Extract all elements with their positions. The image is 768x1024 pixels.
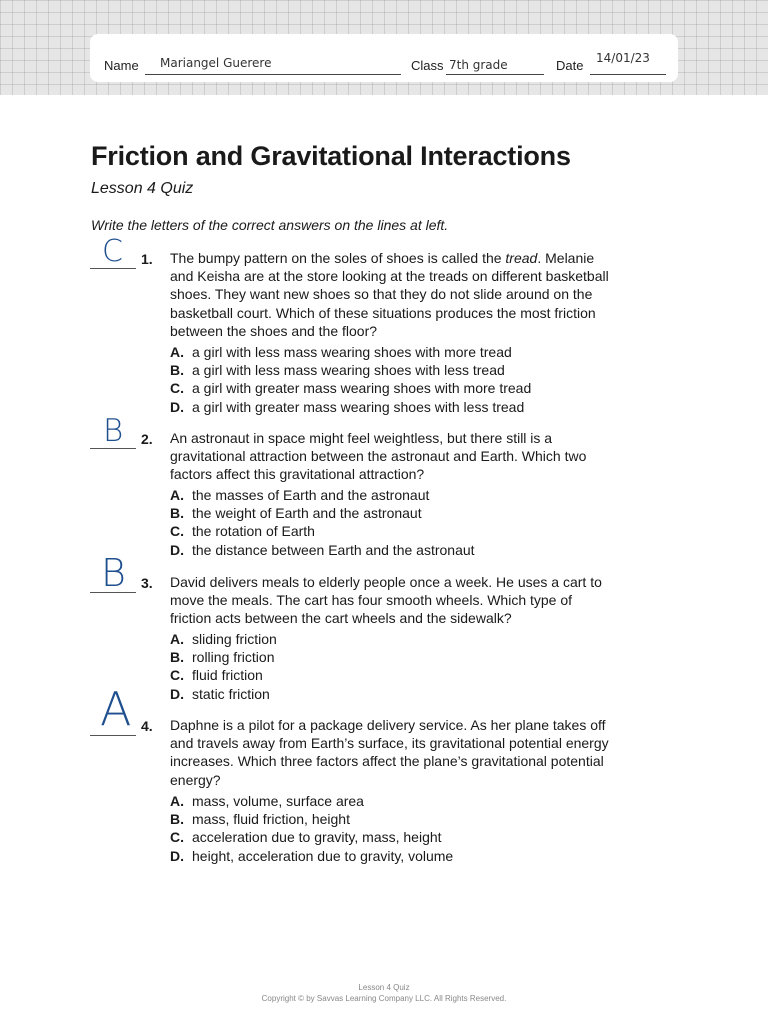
question-text: David delivers meals to elderly people once a week. He uses a cart to move the meals. The cart has four smooth wheels. Which type of friction acts between the cart wheels and the sidewalk? — [170, 574, 602, 627]
question-text-part: . Melanie and Keisha are at the store looking at the treads on different basketball shoes. They want new shoes so that they do not slide around on the basketball court. Which of these situations produces the most friction between the shoes and the floor? — [170, 250, 609, 339]
page-title: Friction and Gravitational Interactions — [91, 141, 571, 171]
option-text: mass, fluid friction, height — [192, 811, 350, 828]
option-d — [170, 847, 453, 865]
footer-title: Lesson 4 Quiz — [358, 983, 410, 992]
option-letter: A. — [170, 793, 184, 809]
handwritten-answer: B — [103, 413, 124, 449]
question-text-part: The bumpy pattern on the soles of shoes is called the — [170, 250, 506, 266]
option-text: a girl with less mass wearing shoes with less tread — [192, 362, 505, 379]
class-value: 7th grade — [449, 58, 508, 72]
option-letter: D. — [170, 685, 184, 702]
option-text: static friction — [192, 685, 270, 702]
question-text: Daphne is a pilot for a package delivery service. As her plane takes off and travels away from Earth’s surface, its gravitational potential energy increases. Which three factors affect the plane’s gravitational potential energy? — [170, 717, 609, 788]
option-letter: C. — [170, 523, 184, 540]
option-letter: B. — [170, 362, 184, 379]
student-info-card — [90, 34, 678, 82]
option-a — [170, 486, 475, 504]
option-text: height, acceleration due to gravity, volume — [192, 847, 454, 864]
option-text: fluid friction — [192, 667, 263, 684]
name-value: Mariangel Guerere — [160, 56, 272, 70]
option-a — [170, 343, 531, 361]
option-letter: B. — [170, 811, 184, 828]
option-letter: C. — [170, 667, 184, 684]
instructions: Write the letters of the correct answers on the lines at left. — [91, 217, 449, 233]
option-c — [170, 379, 531, 397]
option-c — [170, 828, 453, 846]
handwritten-answer: C — [102, 234, 123, 269]
option-letter: D. — [170, 398, 184, 415]
page-subtitle: Lesson 4 Quiz — [91, 180, 194, 197]
option-letter: B. — [170, 505, 184, 522]
answer-options — [170, 630, 277, 703]
option-text: the weight of Earth and the astronaut — [192, 505, 422, 522]
option-text: a girl with greater mass wearing shoes with more tread — [192, 380, 532, 397]
question-number: 4. — [141, 718, 153, 734]
option-d — [170, 685, 277, 703]
option-letter: A. — [170, 487, 184, 503]
handwritten-answer: B — [101, 551, 126, 595]
name-line — [145, 74, 401, 75]
answer-options — [170, 792, 453, 865]
option-text: a girl with less mass wearing shoes with more tread — [192, 344, 512, 360]
question-number: 1. — [141, 251, 153, 267]
question-text — [170, 249, 610, 340]
option-letter: C. — [170, 380, 184, 397]
question-text-italic: tread — [505, 250, 538, 266]
question-number: 2. — [141, 431, 153, 447]
question-number: 3. — [141, 575, 153, 591]
question-text: An astronaut in space might feel weightless, but there still is a gravitational attraction between the astronaut and Earth. Which two factors affect this gravitational attraction? — [170, 430, 587, 483]
answer-options — [170, 343, 531, 416]
answer-options — [170, 486, 475, 559]
class-line — [446, 74, 544, 75]
date-line — [590, 74, 666, 75]
class-label: Class — [411, 58, 444, 73]
date-label: Date — [556, 58, 584, 73]
option-text: the masses of Earth and the astronaut — [192, 487, 430, 503]
option-c — [170, 666, 277, 684]
option-a — [170, 792, 453, 810]
option-letter: D. — [170, 541, 184, 558]
option-letter: A. — [170, 344, 184, 360]
option-b — [170, 361, 531, 379]
option-text: the distance between Earth and the astronaut — [192, 541, 475, 558]
option-d — [170, 398, 531, 416]
option-text: the rotation of Earth — [192, 523, 315, 540]
option-text: rolling friction — [192, 649, 275, 666]
option-b — [170, 810, 453, 828]
option-c — [170, 522, 475, 540]
name-label: Name — [104, 58, 139, 73]
option-text: a girl with greater mass wearing shoes with less tread — [192, 398, 525, 415]
option-d — [170, 541, 475, 559]
option-b — [170, 648, 277, 666]
option-b — [170, 504, 475, 522]
footer-copyright: Copyright © by Savvas Learning Company LLC. All Rights Reserved. — [261, 994, 507, 1003]
option-text: acceleration due to gravity, mass, height — [192, 829, 442, 846]
option-letter: B. — [170, 649, 184, 666]
option-text: mass, volume, surface area — [192, 793, 364, 809]
option-letter: C. — [170, 829, 184, 846]
date-value: 14/01/23 — [596, 51, 650, 65]
option-a — [170, 630, 277, 648]
option-letter: A. — [170, 631, 184, 647]
handwritten-answer: A — [100, 682, 132, 736]
option-letter: D. — [170, 847, 184, 864]
option-text: sliding friction — [192, 631, 277, 647]
